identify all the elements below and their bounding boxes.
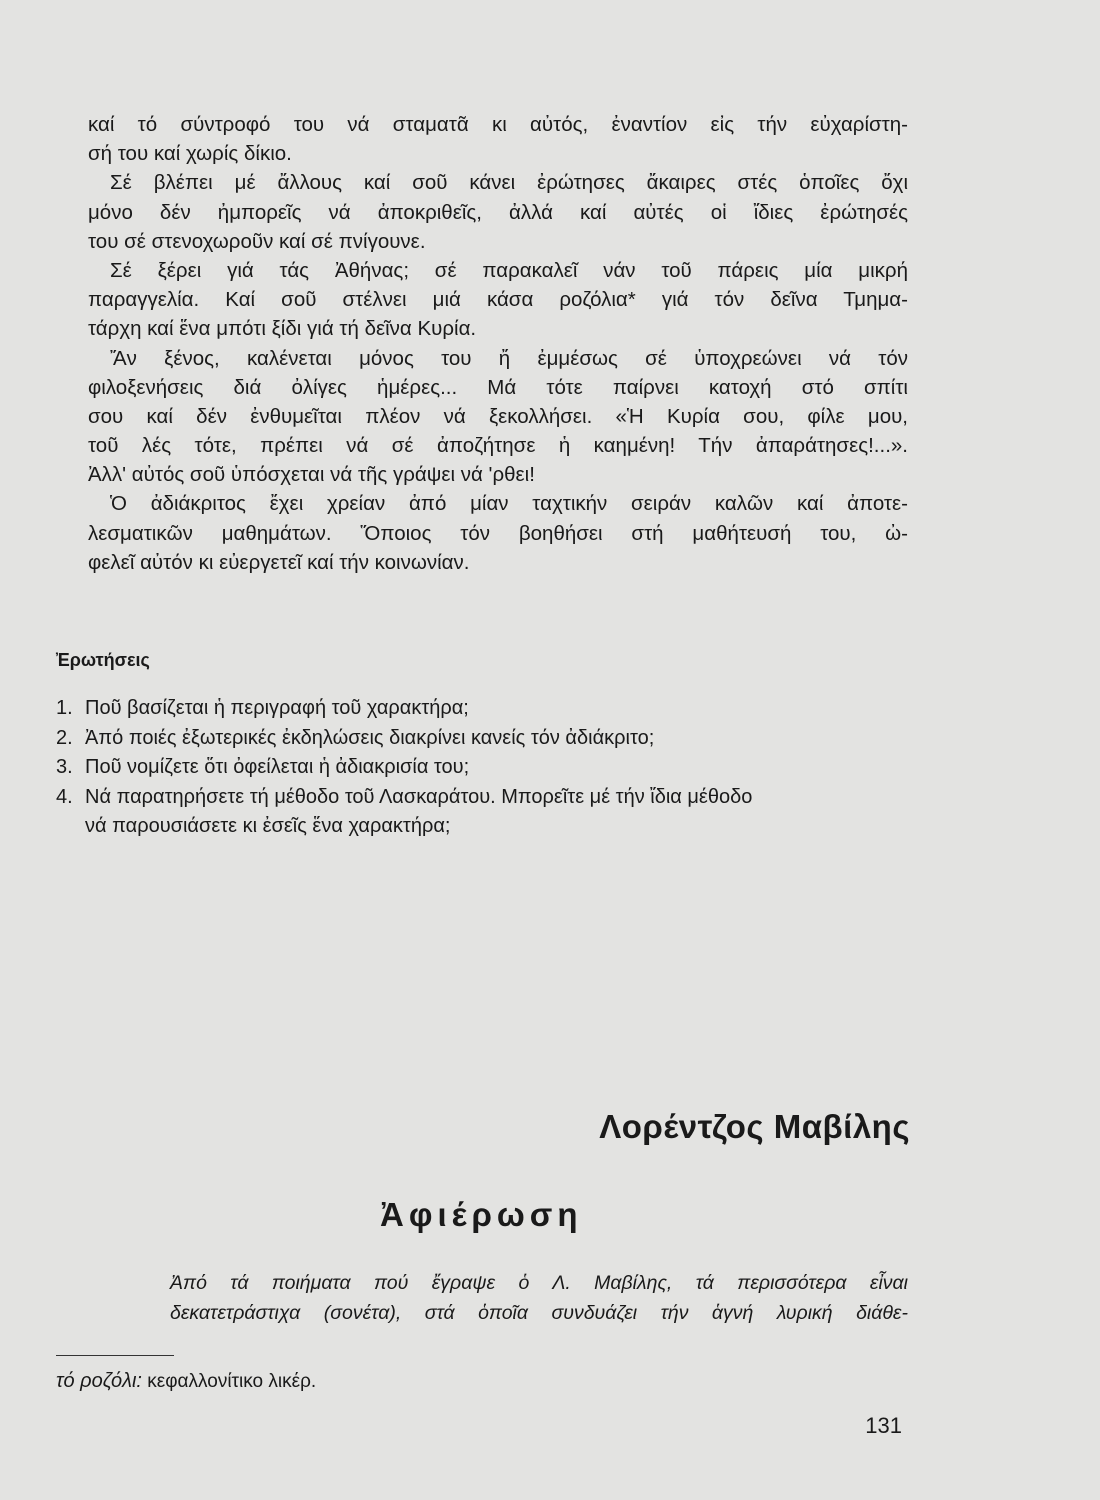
question-number: 1. [56, 697, 73, 719]
body-line: καί τό σύντροφό του νά σταματᾶ κι αὐτός, ἐναντίον εἰς τήν εὐχαρίστη- [88, 113, 908, 136]
body-line: Ὁ ἀδιάκριτος ἔχει χρείαν ἀπό μίαν ταχτικήν σειράν καλῶν καί ἀποτε- [110, 492, 908, 516]
question-number: 3. [56, 756, 73, 778]
footnote-term: τό ροζόλι: [56, 1370, 142, 1392]
poem-intro [170, 1268, 908, 1328]
body-line: μόνο δέν ἠμπορεῖς νά ἀποκριθεῖς, ἀλλά καί αὐτές οἱ ἴδιες ἐρώτησές [88, 200, 908, 224]
body-line: σου καί δέν ἐνθυμεῖται πλέον νά ξεκολλήσει. «Ἡ Κυρία σου, φίλε μου, [88, 404, 908, 428]
footnote [56, 1370, 316, 1393]
poem-title: Ἀφιέρωση [380, 1196, 583, 1233]
question-number: 2. [56, 726, 73, 749]
question-item [56, 694, 911, 724]
body-line: Ἄν ξένος, καλένεται μόνος του ἤ ἐμμέσως σέ ὑποχρεώνει νά τόν [110, 346, 908, 370]
question-text-continued: νά παρουσιάσετε κι ἐσεῖς ἕνα χαρακτήρα; [85, 815, 451, 837]
question-item [56, 783, 911, 842]
body-line: τάρχη καί ἕνα μπότι ξίδι γιά τή δεῖνα Κυρία. [88, 317, 477, 341]
body-line: φελεῖ αὐτόν κι εὐεργετεῖ καί τήν κοινωνίαν. [88, 550, 470, 574]
body-text [88, 110, 908, 577]
intro-line: δεκατετράστιχα (σονέτα), στά ὁποῖα συνδυάζει τήν ἁγνή λυρική διάθε- [170, 1302, 908, 1324]
body-line: σή του καί χωρίς δίκιο. [88, 142, 292, 166]
body-line: Σέ βλέπει μέ ἄλλους καί σοῦ κάνει ἐρώτησες ἄκαιρες στές ὁποῖες ὄχι [110, 171, 908, 195]
question-text: Νά παρατηρήσετε τή μέθοδο τοῦ Λασκαράτου. Μπορεῖτε μέ τήν ἴδια μέθοδο [85, 785, 753, 808]
footnote-divider [56, 1355, 174, 1356]
question-number: 4. [56, 785, 73, 808]
questions-heading: Ἐρωτήσεις [56, 650, 150, 670]
questions-list [56, 694, 911, 842]
author-heading: Λορέντζος Μαβίλης [599, 1108, 910, 1145]
body-line: Ἀλλ' αὐτός σοῦ ὑπόσχεται νά τῆς γράψει νά 'ρθει! [88, 463, 535, 487]
question-text: Ἀπό ποιές ἐξωτερικές ἐκδηλώσεις διακρίνει κανείς τόν ἀδιάκριτο; [85, 726, 655, 749]
body-line: του σέ στενοχωροῦν καί σέ πνίγουνε. [88, 229, 426, 253]
body-line: λεσματικῶν μαθημάτων. Ὅποιος τόν βοηθήσει στή μαθήτευσή του, ὠ- [88, 521, 908, 545]
intro-line: Ἀπό τά ποιήματα πού ἔγραψε ὁ Λ. Μαβίλης, τά περισσότερα εἶναι [170, 1272, 908, 1294]
question-text: Ποῦ νομίζετε ὅτι ὀφείλεται ἡ ἀδιακρισία του; [85, 756, 470, 778]
body-line: τοῦ λές τότε, πρέπει νά σέ ἀποζήτησε ἡ καημένη! Τήν ἀπαράτησες!...». [88, 434, 908, 458]
question-item [56, 753, 911, 783]
question-item [56, 724, 911, 754]
body-line: φιλοξενήσεις διά ὀλίγες ἡμέρες... Μά τότε παίρνει κατοχή στό σπίτι [88, 375, 908, 399]
body-line: Σέ ξέρει γιά τάς Ἀθήνας; σέ παρακαλεῖ νάν τοῦ πάρεις μία μικρή [110, 258, 908, 282]
footnote-definition: κεφαλλονίτικο λικέρ. [147, 1371, 317, 1392]
body-line: παραγγελία. Καί σοῦ στέλνει μιά κάσα ροζόλια* γιά τόν δεῖνα Τμημα- [88, 288, 908, 312]
question-text: Ποῦ βασίζεται ἡ περιγραφή τοῦ χαρακτήρα; [85, 697, 469, 719]
page-number: 131 [865, 1413, 902, 1438]
